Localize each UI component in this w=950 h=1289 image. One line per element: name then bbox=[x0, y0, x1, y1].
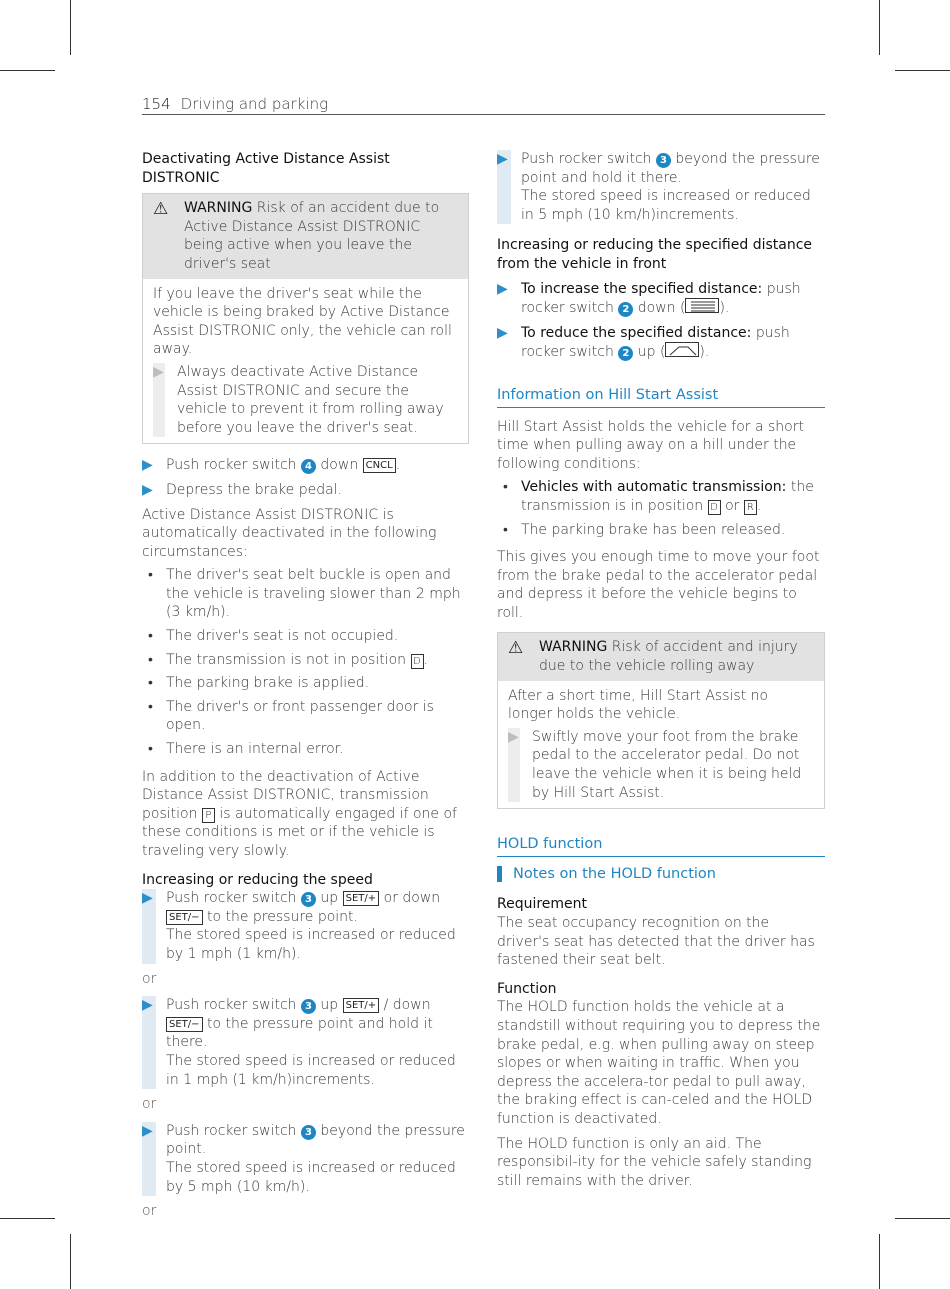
step-text: to the pressure point and hold it there. bbox=[166, 1015, 433, 1051]
step-text: push rocker switch bbox=[521, 324, 790, 361]
heading-deactivating: Deactivating Active Distance Assist DISTRONIC bbox=[142, 151, 390, 186]
gear-d-key: D bbox=[708, 500, 721, 515]
subsection-title: Notes on the HOLD function bbox=[513, 865, 716, 882]
warning-box bbox=[497, 632, 825, 809]
set-plus-key: SET/+ bbox=[343, 891, 380, 906]
warning-triangle-icon: ⚠ bbox=[153, 199, 169, 220]
step-speed-3 bbox=[142, 1122, 469, 1196]
number-badge: 4 bbox=[301, 459, 316, 474]
step-text: down ( bbox=[633, 300, 686, 317]
warning-header bbox=[498, 633, 824, 680]
step-result: The stored speed is increased or reduced in 5 mph (10 km/h)increments. bbox=[521, 188, 811, 223]
step-result: The stored speed is increased or reduced by 1 mph (1 km/h). bbox=[166, 927, 456, 962]
step-text: up ( bbox=[633, 344, 666, 361]
gear-p-key: P bbox=[202, 808, 215, 823]
crop-mark bbox=[0, 1218, 55, 1219]
step-text: up bbox=[315, 997, 343, 1014]
warning-action-text: Swiftly move your foot from the brake pedal to the accelerator pedal. Do not leave the vehicle when it is being held by Hill Start Assist. bbox=[532, 728, 802, 801]
gear-d-key: D bbox=[411, 654, 424, 669]
step-speed-4 bbox=[497, 150, 825, 224]
paragraph: Hill Start Assist holds the vehicle for a short time when pulling away on a hill under the following conditions: bbox=[497, 418, 804, 472]
arrow-icon: ▶ bbox=[142, 481, 153, 498]
step-text: down bbox=[315, 457, 363, 474]
section-hill-start: Information on Hill Start Assist bbox=[497, 386, 825, 408]
arrow-icon: ▶ bbox=[142, 1122, 153, 1139]
list-item-label: Vehicles with automatic transmission: bbox=[521, 479, 787, 496]
heading-function: Function bbox=[497, 980, 557, 997]
list-item-text: or bbox=[720, 497, 744, 514]
warning-title: Risk of an accident due to Active Distance Assist DISTRONIC being active when you leave the driver's seat bbox=[184, 200, 440, 272]
paragraph-text: is automatically engaged if one of these conditions is met or if the vehicle is traveling very slowly. bbox=[142, 805, 457, 859]
step-label: To increase the specified distance: bbox=[521, 280, 763, 297]
step-text: up bbox=[315, 890, 343, 907]
step-text: Push rocker switch bbox=[166, 890, 301, 907]
section-bar bbox=[497, 866, 502, 882]
step-increase-distance bbox=[497, 280, 825, 318]
or-separator: or bbox=[142, 970, 157, 987]
step-text: Push rocker switch bbox=[166, 997, 301, 1014]
step-text: Push rocker switch bbox=[166, 457, 301, 474]
list-item: • The parking brake is applied. bbox=[142, 674, 469, 693]
paragraph: Active Distance Assist DISTRONIC is automatically deactivated in the following circumstances: bbox=[142, 506, 437, 560]
set-minus-key: SET/− bbox=[166, 910, 203, 925]
step-text: beyond the pressure point. bbox=[166, 1122, 465, 1158]
page-number: 154 bbox=[142, 95, 171, 113]
list-item-text: The transmission is not in position bbox=[166, 651, 411, 668]
warning-text: After a short time, Hill Start Assist no longer holds the vehicle. bbox=[508, 687, 769, 723]
list-item: • The parking brake has been released. bbox=[497, 521, 825, 540]
step-text: ). bbox=[719, 300, 730, 317]
warning-header bbox=[143, 194, 468, 278]
section-hold-function: HOLD function bbox=[497, 835, 825, 857]
right-column bbox=[497, 150, 825, 1195]
list-item: • There is an internal error. bbox=[142, 740, 469, 759]
arrow-icon: ▶ bbox=[142, 997, 153, 1014]
warning-text: If you leave the driver's seat while the vehicle is being braked by Active Distance Assist DISTRONIC only, the vehicle can roll away. bbox=[153, 285, 452, 358]
heading-speed: Increasing or reducing the speed bbox=[142, 871, 373, 888]
number-badge: 3 bbox=[301, 999, 316, 1014]
warning-action-text: Always deactivate Active Distance Assist DISTRONIC and secure the vehicle to prevent it from rolling away before you leave the driver's seat. bbox=[177, 363, 444, 436]
warning-action bbox=[153, 363, 458, 437]
number-badge: 3 bbox=[301, 892, 316, 907]
step-reduce-distance bbox=[497, 324, 825, 362]
arrow-icon: ▶ bbox=[142, 890, 153, 907]
step-cancel bbox=[142, 456, 469, 475]
paragraph: This gives you enough time to move your foot from the brake pedal to the accelerator pedal and depress it before the vehicle begins to roll. bbox=[497, 549, 820, 621]
warning-triangle-icon: ⚠ bbox=[508, 638, 524, 659]
step-text: push rocker switch bbox=[521, 280, 801, 317]
arrow-icon: ▶ bbox=[497, 151, 508, 167]
arrow-icon: ▶ bbox=[508, 728, 519, 745]
list-item: • The driver's or front passenger door is open. bbox=[142, 698, 469, 735]
set-plus-key: SET/+ bbox=[343, 998, 380, 1013]
warning-action bbox=[508, 728, 814, 802]
crop-mark bbox=[70, 0, 71, 55]
number-badge: 2 bbox=[618, 346, 633, 361]
warning-title: Risk of accident and injury due to the vehicle rolling away bbox=[539, 639, 798, 675]
crop-mark bbox=[70, 1234, 71, 1289]
list-item bbox=[497, 478, 825, 515]
list-item-text: the transmission is in position bbox=[521, 479, 814, 514]
crop-mark bbox=[895, 1218, 950, 1219]
crop-mark bbox=[879, 0, 880, 55]
or-separator: or bbox=[142, 1096, 157, 1113]
subsection-hold-notes bbox=[497, 865, 825, 884]
paragraph-text: In addition to the deactivation of Active Distance Assist DISTRONIC, transmission position bbox=[142, 768, 429, 822]
crop-mark bbox=[0, 70, 55, 71]
set-minus-key: SET/− bbox=[166, 1017, 203, 1032]
distance-increase-icon bbox=[685, 298, 719, 313]
step-text: Push rocker switch bbox=[521, 151, 656, 167]
warning-label: WARNING bbox=[539, 639, 608, 656]
gear-r-key: R bbox=[744, 500, 757, 515]
step-text: / down bbox=[379, 997, 431, 1014]
step-speed-2 bbox=[142, 996, 469, 1089]
step-text: Depress the brake pedal. bbox=[166, 481, 343, 498]
list-item: • The driver's seat belt buckle is open and the vehicle is traveling slower than 2 mph (3 km/h). bbox=[142, 566, 469, 622]
paragraph bbox=[142, 768, 469, 861]
list-item: • The driver's seat is not occupied. bbox=[142, 627, 469, 646]
step-speed-1 bbox=[142, 889, 469, 963]
number-badge: 2 bbox=[618, 302, 633, 317]
page-header bbox=[142, 95, 825, 115]
left-column bbox=[142, 150, 469, 1229]
paragraph: The HOLD function holds the vehicle at a standstill without requiring you to depress the brake pedal, e.g. when pulling away on steep slopes or when waiting in traffic. When you depress the accelera-tor pedal to pull away, the braking effect is can-celed and the HOLD function is deactivated. bbox=[497, 999, 821, 1127]
step-result: The stored speed is increased or reduced in 1 mph (1 km/h)increments. bbox=[166, 1052, 456, 1088]
warning-box bbox=[142, 193, 469, 444]
number-badge: 3 bbox=[301, 1125, 316, 1140]
step-text: to the pressure point. bbox=[202, 908, 358, 925]
arrow-icon: ▶ bbox=[497, 324, 508, 341]
step-result: The stored speed is increased or reduced by 5 mph (10 km/h). bbox=[166, 1159, 456, 1195]
heading-requirement: Requirement bbox=[497, 896, 588, 913]
crop-mark bbox=[879, 1234, 880, 1289]
step-text: . bbox=[395, 457, 401, 474]
arrow-icon: ▶ bbox=[497, 280, 508, 297]
list-item bbox=[142, 651, 469, 670]
distance-reduce-icon bbox=[665, 342, 699, 357]
step-text: or down bbox=[379, 890, 441, 907]
step-brake bbox=[142, 481, 469, 500]
crop-mark bbox=[895, 70, 950, 71]
paragraph: The seat occupancy recognition on the driver's seat has detected that the driver has fastened their seat belt. bbox=[497, 915, 815, 969]
arrow-icon: ▶ bbox=[153, 363, 164, 380]
heading-distance: Increasing or reducing the specified distance from the vehicle in front bbox=[497, 237, 813, 272]
section-title: Driving and parking bbox=[180, 95, 329, 113]
or-separator: or bbox=[142, 1203, 157, 1220]
step-label: To reduce the specified distance: bbox=[521, 324, 752, 341]
step-text: Push rocker switch bbox=[166, 1122, 301, 1139]
step-text: ). bbox=[699, 344, 710, 361]
number-badge: 3 bbox=[656, 153, 671, 168]
list-item-text: . bbox=[423, 651, 428, 668]
step-text: beyond the pressure point and hold it there. bbox=[521, 151, 820, 186]
paragraph: The HOLD function is only an aid. The responsibil-ity for the vehicle safely standing still remains with the driver. bbox=[497, 1135, 812, 1189]
list-item-text: . bbox=[756, 497, 762, 514]
arrow-icon: ▶ bbox=[142, 457, 153, 474]
warning-label: WARNING bbox=[184, 200, 253, 217]
cncl-key: CNCL bbox=[363, 458, 396, 473]
